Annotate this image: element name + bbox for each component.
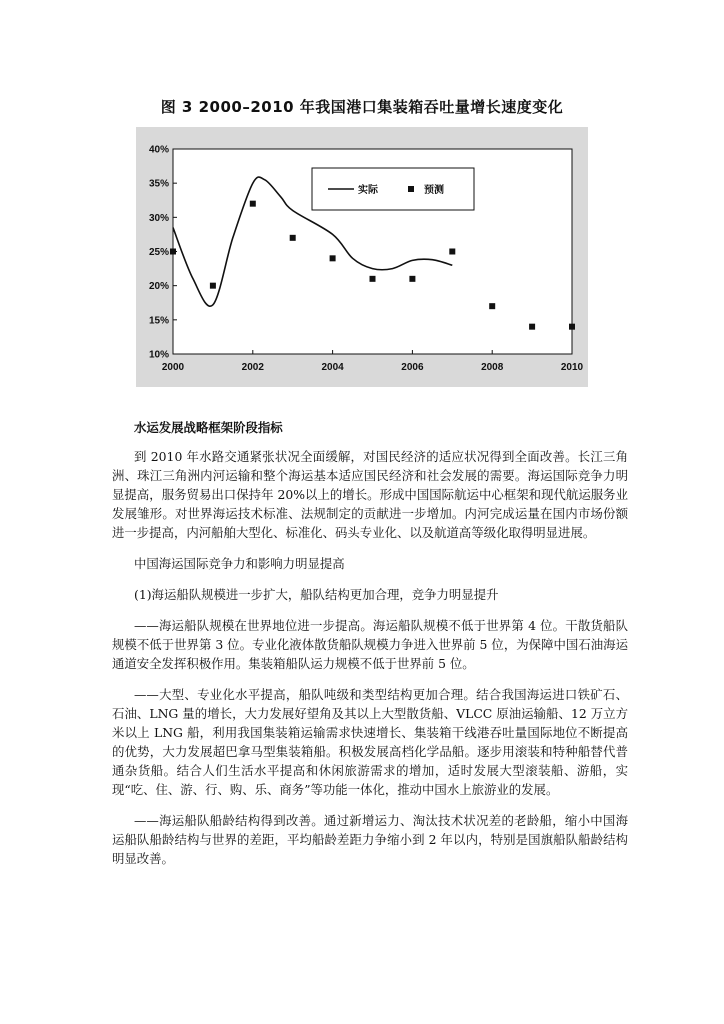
paragraph-3: ——大型、专业化水平提高，船队吨级和类型结构更加合理。结合我国海运进口铁矿石、石油、LNG 量的增长，大力发展好望角及其以上大型散货船、VLCC 原油运输船、12 万立方米以上 LNG 船，利用我国集装箱运输需求快速增长、集装箱干线港吞吐量国际地位不断提高的优势，大力发展超巴拿马型集装箱船。积极发展高档化学品船。逐步用滚装和特种船替代普通杂货船。结合人们生活水平提高和休闲旅游需求的增加，适时发展大型滚装船、游船，实现“吃、住、游、行、购、乐、商务”等功能一体化，推动中国水上旅游业的发展。 [112,687,628,797]
y-tick-label: 10% [148,349,169,361]
series-forecast-point [250,201,256,207]
growth-rate-chart [136,127,588,387]
chart-frame [136,127,588,387]
y-tick-label: 25% [148,247,169,258]
series-forecast-point [569,324,575,330]
x-tick-label: 2002 [241,362,264,373]
x-tick-label: 2010 [560,362,584,373]
series-forecast-point [330,255,336,261]
x-tick-label: 2008 [481,362,504,373]
y-tick-label: 30% [148,212,169,224]
series-forecast-point [290,235,296,241]
paragraph-2: ——海运船队规模在世界地位进一步提高。海运船队规模不低于世界第 4 位。干散货船队规模不低于世界第 3 位。专业化液体散货船队规模力争进入世界前 5 位，为保障中国石油海运通道安全发挥积极作用。集装箱船队运力规模不低于世界前 5 位。 [112,618,628,671]
figure-title: 图 3 2000–2010 年我国港口集装箱吞吐量增长速度变化 [160,98,564,116]
article-body [112,418,628,880]
series-forecast-point [529,324,535,330]
y-tick-label: 20% [148,281,169,293]
legend-label-actual: 实际 [358,185,378,196]
legend-marker-swatch [408,186,414,192]
paragraph-1: 到 2010 年水路交通紧张状况全面缓解，对国民经济的适应状况得到全面改善。长江三角洲、珠江三角洲内河运输和整个海运基本适应国民经济和社会发展的需要。海运国际竞争力明显提高，服务贸易出口保持年 20%以上的增长。形成中国国际航运中心框架和现代航运服务业发展雏形。对世界海运技术标准、法规制定的贡献进一步增加。内河完成运量在国内市场份额进一步提高，内河船舶大型化、标准化、码头专业化、以及航道高等级化取得明显进展。 [112,449,628,540]
legend-label-forecast: 预测 [424,185,444,196]
y-tick-label: 35% [148,178,169,190]
y-tick-label: 40% [148,144,169,156]
series-forecast-point [170,249,176,255]
series-forecast-point [409,276,415,282]
y-tick-label: 15% [148,315,169,327]
x-tick-label: 2000 [161,362,185,373]
series-forecast-point [210,283,216,289]
series-forecast-point [489,303,495,309]
subheading-2: (1)海运船队规模进一步扩大，船队结构更加合理，竞争力明显提升 [134,587,499,602]
x-tick-label: 2006 [401,362,424,373]
section-heading: 水运发展战略框架阶段指标 [134,420,283,435]
paragraph-4: ——海运船队船龄结构得到改善。通过新增运力、淘汰技术状况差的老龄船，缩小中国海运船队船龄结构与世界的差距，平均船龄差距力争缩小到 2 年以内，特别是国旗船队船龄结构明显改善。 [112,813,628,866]
series-forecast-point [370,276,376,282]
series-forecast-point [449,249,455,255]
subheading-1: 中国海运国际竞争力和影响力明显提高 [134,556,345,571]
x-tick-label: 2004 [321,362,344,373]
